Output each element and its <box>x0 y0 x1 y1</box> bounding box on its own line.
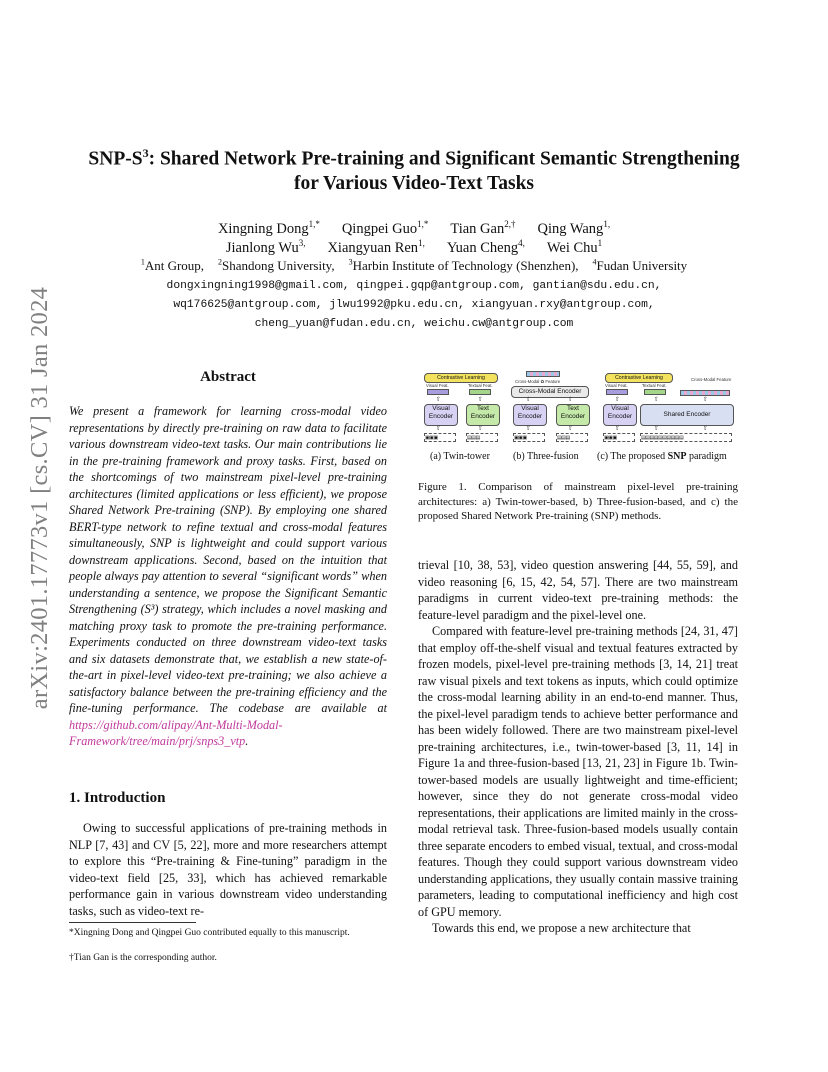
arxiv-id-text: arXiv:2401.17773v1 [cs.CV] 31 Jan 2024 <box>26 286 53 710</box>
textual-feat-label-c: Textual Feat. <box>642 383 667 388</box>
arrow-icon: ⇧ <box>436 425 442 432</box>
visual-feature-bar-a <box>427 389 449 395</box>
contrastive-learning-box-a: Contrastive Learning <box>424 373 498 383</box>
author-name: Qing Wang$^{1,}$ <box>537 219 611 237</box>
text-tokens-icon: ▤▤▤ <box>466 433 498 442</box>
subcaption-c: (c) The proposed SNP paradigm <box>597 451 727 462</box>
right-paragraph-3: Towards this end, we propose a new architecture that <box>432 921 691 935</box>
visual-encoder-box-a: Visual Encoder <box>424 404 458 426</box>
affiliation: $^4$Fudan University <box>592 258 688 274</box>
author-name: Xiangyuan Ren$^{1,}$ <box>327 238 425 256</box>
visual-feature-bar-c <box>606 389 628 395</box>
emails-line-2: wq176625@antgroup.com, jlwu1992@pku.edu.cn, xiangyuan.rxy@antgroup.com, <box>173 299 655 311</box>
visual-encoder-box-b: Visual Encoder <box>513 404 547 426</box>
affiliation: $^3$Harbin Institute of Technology (Shenzhen), <box>348 258 579 274</box>
arrow-icon: ⇧ <box>568 425 574 432</box>
text-tokens-icon: ▤▤▤▤▤▤▤▤▤▤ <box>640 433 732 442</box>
author-name: Jianlong $Wu^{3,}$ <box>225 238 306 256</box>
visual-feat-label-a: Visual Feat. <box>426 383 449 388</box>
affiliation: $^1$Ant Group, <box>140 258 205 274</box>
subcaption-b: (b) Three-fusion <box>513 451 579 462</box>
arrow-icon: ⇧ <box>615 396 621 403</box>
footnote-equal-contribution: *Xingning Dong and Qingpei Guo contributed equally to this manuscript. <box>69 928 350 938</box>
intro-heading: 1. Introduction <box>69 790 166 806</box>
textual-feature-bar-c <box>644 389 666 395</box>
arrow-icon: ⇧ <box>526 396 532 403</box>
cross-modal-feature-label-b: Cross-Modal ✿ Feature <box>515 379 561 384</box>
video-frames-icon: ▣▣▣ <box>424 433 456 442</box>
author-name: Wei Chu$^1$ <box>546 238 603 256</box>
textual-feat-label-a: Textual Feat. <box>468 383 493 388</box>
arrow-icon: ⇧ <box>436 396 442 403</box>
arrow-icon: ⇧ <box>478 425 484 432</box>
video-frames-icon: ▣▣▣ <box>603 433 635 442</box>
cross-modal-feature-label-c: Cross-Modal Feature <box>691 377 732 382</box>
abstract-heading: Abstract <box>200 369 256 385</box>
text-encoder-box-b: Text Encoder <box>556 404 590 426</box>
affiliation: $^2$Shandong University, <box>218 258 335 274</box>
affiliations <box>40 258 788 274</box>
cross-modal-encoder-box: Cross-Modal Encoder <box>511 386 589 398</box>
emails-line-1: dongxingning1998@gmail.com, qingpei.gqp@antgroup.com, gantian@sdu.edu.cn, <box>166 280 662 292</box>
footnote-rule <box>69 922 196 923</box>
visual-encoder-box-c: Visual Encoder <box>603 404 637 426</box>
arrow-icon: ⇧ <box>654 396 660 403</box>
text-tokens-icon: ▤▤▤ <box>556 433 588 442</box>
right-paragraph-2: Compared with feature-level pre-training methods [24, 31, 47] that employ off-the-shelf visual and textual features extracted by frozen models, pixel-level pre-training methods [3, 14, 21] treat raw visual pixels and text tokens as inputs, which could optimize the cross-modal learning ability in an end-to-end manner. Thus, the pixel-level paradigm tends to achieve better performance and has been widely followed. There are two mainstream pixel-level pre-training architectures, i.e., twin-tower-based [3, 11, 14] in Figure 1a and three-fusion-based [13, 21, 23] in Figure 1b. Twin-tower-based models are usually lightweight and time-efficient; however, since they do not generate cross-modal video representations, their applications are limited mainly in the cross-modal retrieval task. Three-fusion-based models usually contain three separate encoders to embed visual, textual, and cross-modal features. Though they could support various downstream video understanding applications, they usually contain massive training parameters, leading to computational inefficiency and high cost of GPU memory. <box>418 624 738 919</box>
arrow-icon: ⇧ <box>703 396 709 403</box>
codebase-link[interactable]: https://github.com/alipay/Ant-Multi-Modal-Framework/tree/main/prj/snps3_vtp <box>69 717 283 748</box>
figure-1-caption: Figure 1. Comparison of mainstream pixel-level pre-training architectures: a) Twin-tower-based, b) Three-fusion-based, and c) the proposed Shared Network Pre-training (SNP) methods. <box>418 481 738 522</box>
text-encoder-box-a: Text Encoder <box>466 404 500 426</box>
visual-feat-label-c: Visual Feat. <box>605 383 628 388</box>
contrastive-learning-box-c: Contrastive Learning <box>605 373 673 383</box>
arrow-icon: ⇧ <box>526 425 532 432</box>
author-name: Qingpei Guo$^{1,*}$ <box>341 219 429 237</box>
footnote-corresponding: †Tian Gan is the corresponding author. <box>69 953 217 963</box>
abstract-body: We present a framework for learning cross-modal video representations by directly pre-training on raw data to facilitate various downstream video-text tasks. Our main contributions lie in the pre-training framework and proxy tasks. First, based on the shortcomings of two mainstream pixel-level pre-training architectures (limited applications or less efficient), we propose Shared Network Pre-training (SNP). By employing one shared BERT-type network to refine textual and cross-modal features simultaneously, SNP is lightweight and could support various downstream applications. Second, based on the intuition that people always pay attention to several “significant words” when understanding a sentence, we propose the Significant Semantic Strengthening (S³) strategy, which includes a novel masking and matching proxy task to promote the pre-training performance. Experiments conducted on three downstream video-text tasks and six datasets demonstrate that, we establish a new state-of-the-art in pixel-level video-text pre-training; we also achieve a satisfactory balance between the pre-training efficiency and the fine-tuning performance. The codebase are available at https://github.com/alipay/Ant-Multi-Modal-Framework/tree/main/prj/snps3_vtp. <box>69 404 387 748</box>
subcaption-a: (a) Twin-tower <box>430 451 490 462</box>
right-paragraph-1: trieval [10, 38, 53], video question answering [44, 55, 59], and video reasoning [6, 15, 42, 54, 57]. There are two mainstream paradigms in current video-text pre-training methods: the feature-level paradigm and the pixel-level one. <box>418 558 738 622</box>
intro-body: Owing to successful applications of pre-training methods in NLP [7, 43] and CV [5, 22], more and more researchers attempt to explore this “Pre-training & Fine-tuning” paradigm in the video-text field [25, 33], which has achieved remarkable performance gain in various downstream video understanding tasks, such as video-text re- <box>69 821 387 918</box>
arrow-icon: ⇧ <box>703 425 709 432</box>
arrow-icon: ⇧ <box>654 425 660 432</box>
textual-feature-bar-a <box>469 389 491 395</box>
author-name: Yuan Cheng$^{4,}$ <box>446 238 525 256</box>
authors-line-1 <box>40 219 788 238</box>
arrow-icon: ⇧ <box>615 425 621 432</box>
author-name: Xingning Dong$^{1,*}$ <box>217 219 320 237</box>
authors-line-2 <box>40 238 788 257</box>
arxiv-sidebar <box>8 288 72 708</box>
paper-title: SNP-$S^3$: Shared Network Pre-training and Significant Semantic Strengthening for Various Video-Text Tasks <box>88 146 740 194</box>
figure-1 <box>418 370 738 448</box>
arrow-icon: ⇧ <box>478 396 484 403</box>
arrow-icon: ⇧ <box>568 396 574 403</box>
video-frames-icon: ▣▣▣ <box>513 433 545 442</box>
emails-line-3: cheng_yuan@fudan.edu.cn, weichu.cw@antgroup.com <box>254 318 574 330</box>
cross-modal-feature-bar-b <box>526 371 560 377</box>
author-name: Tian Gan$^{2,\dagger}$ <box>450 219 516 237</box>
right-column-text <box>418 557 738 937</box>
shared-encoder-box: Shared Encoder <box>640 404 734 426</box>
